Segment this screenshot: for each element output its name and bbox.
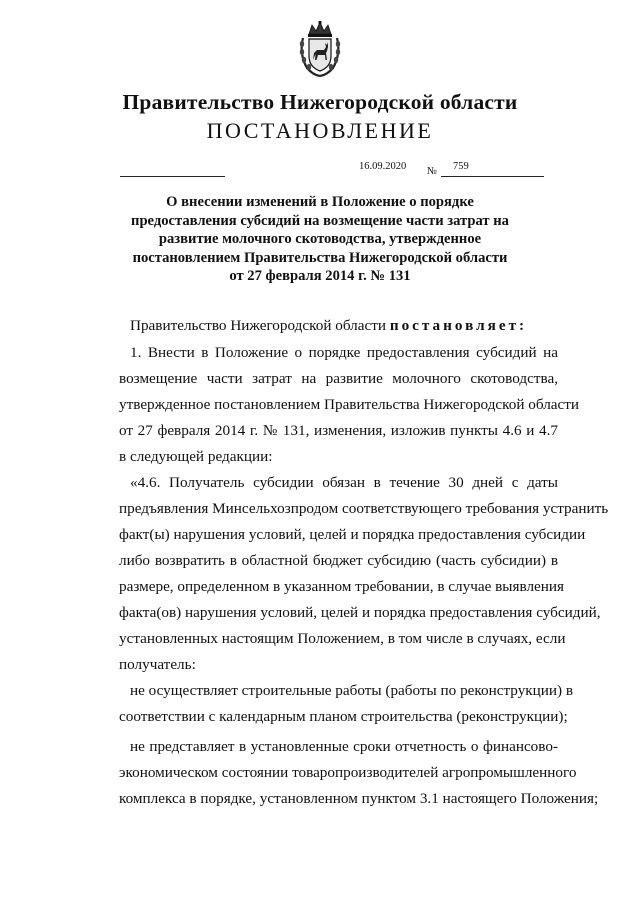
heading-line: постановлением Правительства Нижегородской области (132, 249, 508, 266)
body-line: размере, определенном в указанном требовании, в случае выявления (119, 578, 565, 595)
heading-line: от 27 февраля 2014 г. № 131 (229, 268, 411, 284)
number-underline (441, 176, 544, 177)
body-line: комплекса в порядке, установленном пунктом 3.1 настоящего Положения; (119, 790, 599, 807)
preamble-text: Правительство Нижегородской области (130, 317, 390, 334)
body-line: установленных настоящим Положением, в том числе в случаях, если (119, 630, 566, 647)
government-name: Правительство Нижегородской области (122, 90, 518, 114)
body-line: факт(ы) нарушения условий, целей и порядка предоставления субсидии (119, 526, 586, 543)
body-line: 1. Внести в Положение о порядке предоставления субсидий на (130, 344, 558, 361)
body-line: от 27 февраля 2014 г. № 131, изменения, изложив пункты 4.6 и 4.7 (119, 422, 558, 439)
heading-line: предоставления субсидий на возмещение части затрат на (131, 212, 509, 229)
body-line: либо возвратить в областной бюджет субсидию (часть субсидии) в (119, 552, 558, 569)
body-line: факта(ов) нарушения условий, целей и порядка предоставления субсидий, (119, 604, 601, 621)
body-line: экономическом состоянии товаропроизводителей агропромышленного (119, 764, 577, 781)
coat-of-arms-icon (297, 20, 343, 78)
body-line: предъявления Минсельхозпродом соответствующего требования устранить (119, 500, 609, 517)
document-type: ПОСТАНОВЛЕНИЕ (206, 118, 434, 143)
body-line: не представляет в установленные сроки отчетность о финансово- (130, 738, 558, 755)
body-line: в следующей редакции: (119, 448, 273, 465)
heading-line: развитие молочного скотоводства, утвержденное (158, 231, 482, 247)
body-line: получатель: (119, 656, 196, 673)
heading-line: О внесении изменений в Положение о порядке (166, 194, 474, 210)
preamble (130, 316, 558, 336)
document-date: 16.09.2020 (359, 161, 407, 172)
body-line: возмещение части затрат на развитие молочного скотоводства, (119, 370, 558, 387)
blank-line-left (120, 176, 225, 177)
body-line: не осуществляет строительные работы (работы по реконструкции) в (130, 682, 574, 699)
body-line: утвержденное постановлением Правительства Нижегородской области (119, 396, 580, 413)
preamble-decree-word: постановляет: (389, 317, 528, 334)
document-heading (100, 193, 540, 286)
body-line: «4.6. Получатель субсидии обязан в течение 30 дней с даты (130, 474, 558, 491)
number-sign: № (427, 166, 438, 177)
body-line: соответствии с календарным планом строительства (реконструкции); (119, 708, 568, 725)
document-number: 759 (453, 161, 469, 172)
